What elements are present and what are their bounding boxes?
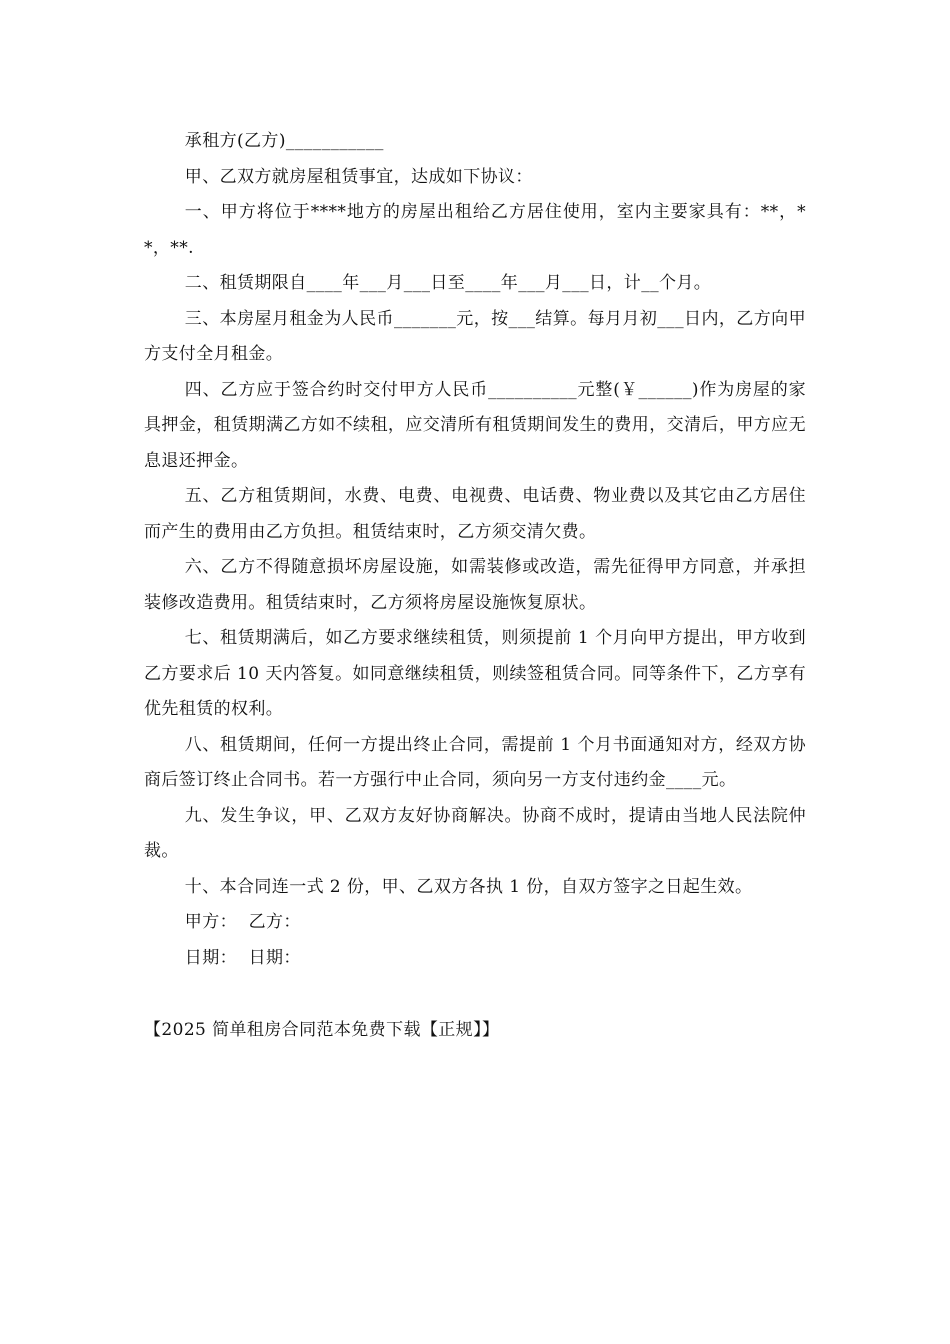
clause-6: 六、乙方不得随意损坏房屋设施，如需装修或改造，需先征得甲方同意，并承担装修改造费用。租赁结束时，乙方须将房屋设施恢复原状。 [144, 557, 806, 613]
clause-9: 九、发生争议，甲、乙双方友好协商解决。协商不成时，提请由当地人民法院仲裁。 [144, 805, 806, 861]
clause-8: 八、租赁期间，任何一方提出终止合同，需提前 1 个月书面通知对方，经双方协商后签订终止合同书。若一方强行中止合同，须向另一方支付违约金____元。 [144, 734, 806, 790]
clause-4: 四、乙方应于签合约时交付甲方人民币__________元整(￥______)作为房屋的家具押金，租赁期满乙方如不续租，应交清所有租赁期间发生的费用，交清后，甲方应无息退还押金。 [144, 379, 806, 471]
clause-1: 一、甲方将位于****地方的房屋出租给乙方居住使用，室内主要家具有：**，**，**. [144, 202, 806, 258]
clause-10: 十、本合同连一式 2 份，甲、乙双方各执 1 份，自双方签字之日起生效。 [184, 876, 753, 897]
clause-3: 三、本房屋月租金为人民币_______元，按___结算。每月月初___日内，乙方向甲方支付全月租金。 [144, 308, 806, 364]
clause-5: 五、乙方租赁期间，水费、电费、电视费、电话费、物业费以及其它由乙方居住而产生的费用由乙方负担。租赁结束时，乙方须交清欠费。 [144, 486, 806, 542]
signature-line: 甲方： 乙方： [184, 912, 301, 932]
clause-7: 七、租赁期满后，如乙方要求继续租赁，则须提前 1 个月向甲方提出，甲方收到乙方要求后 10 天内答复。如同意继续租赁，则续签租赁合同。同等条件下，乙方享有优先租赁的权利。 [144, 628, 806, 719]
clause-2: 二、租赁期限自____年___月___日至____年___月___日，计__个月。 [184, 273, 712, 293]
intro-paragraph: 甲、乙双方就房屋租赁事宜，达成如下协议： [184, 166, 533, 187]
lessee-line: 承租方(乙方)___________ [184, 131, 384, 151]
date-line: 日期： 日期： [184, 947, 301, 968]
footer-title: 【2025 简单租房合同范本免费下载【正规】】 [144, 1020, 500, 1040]
contract-body [144, 124, 806, 976]
